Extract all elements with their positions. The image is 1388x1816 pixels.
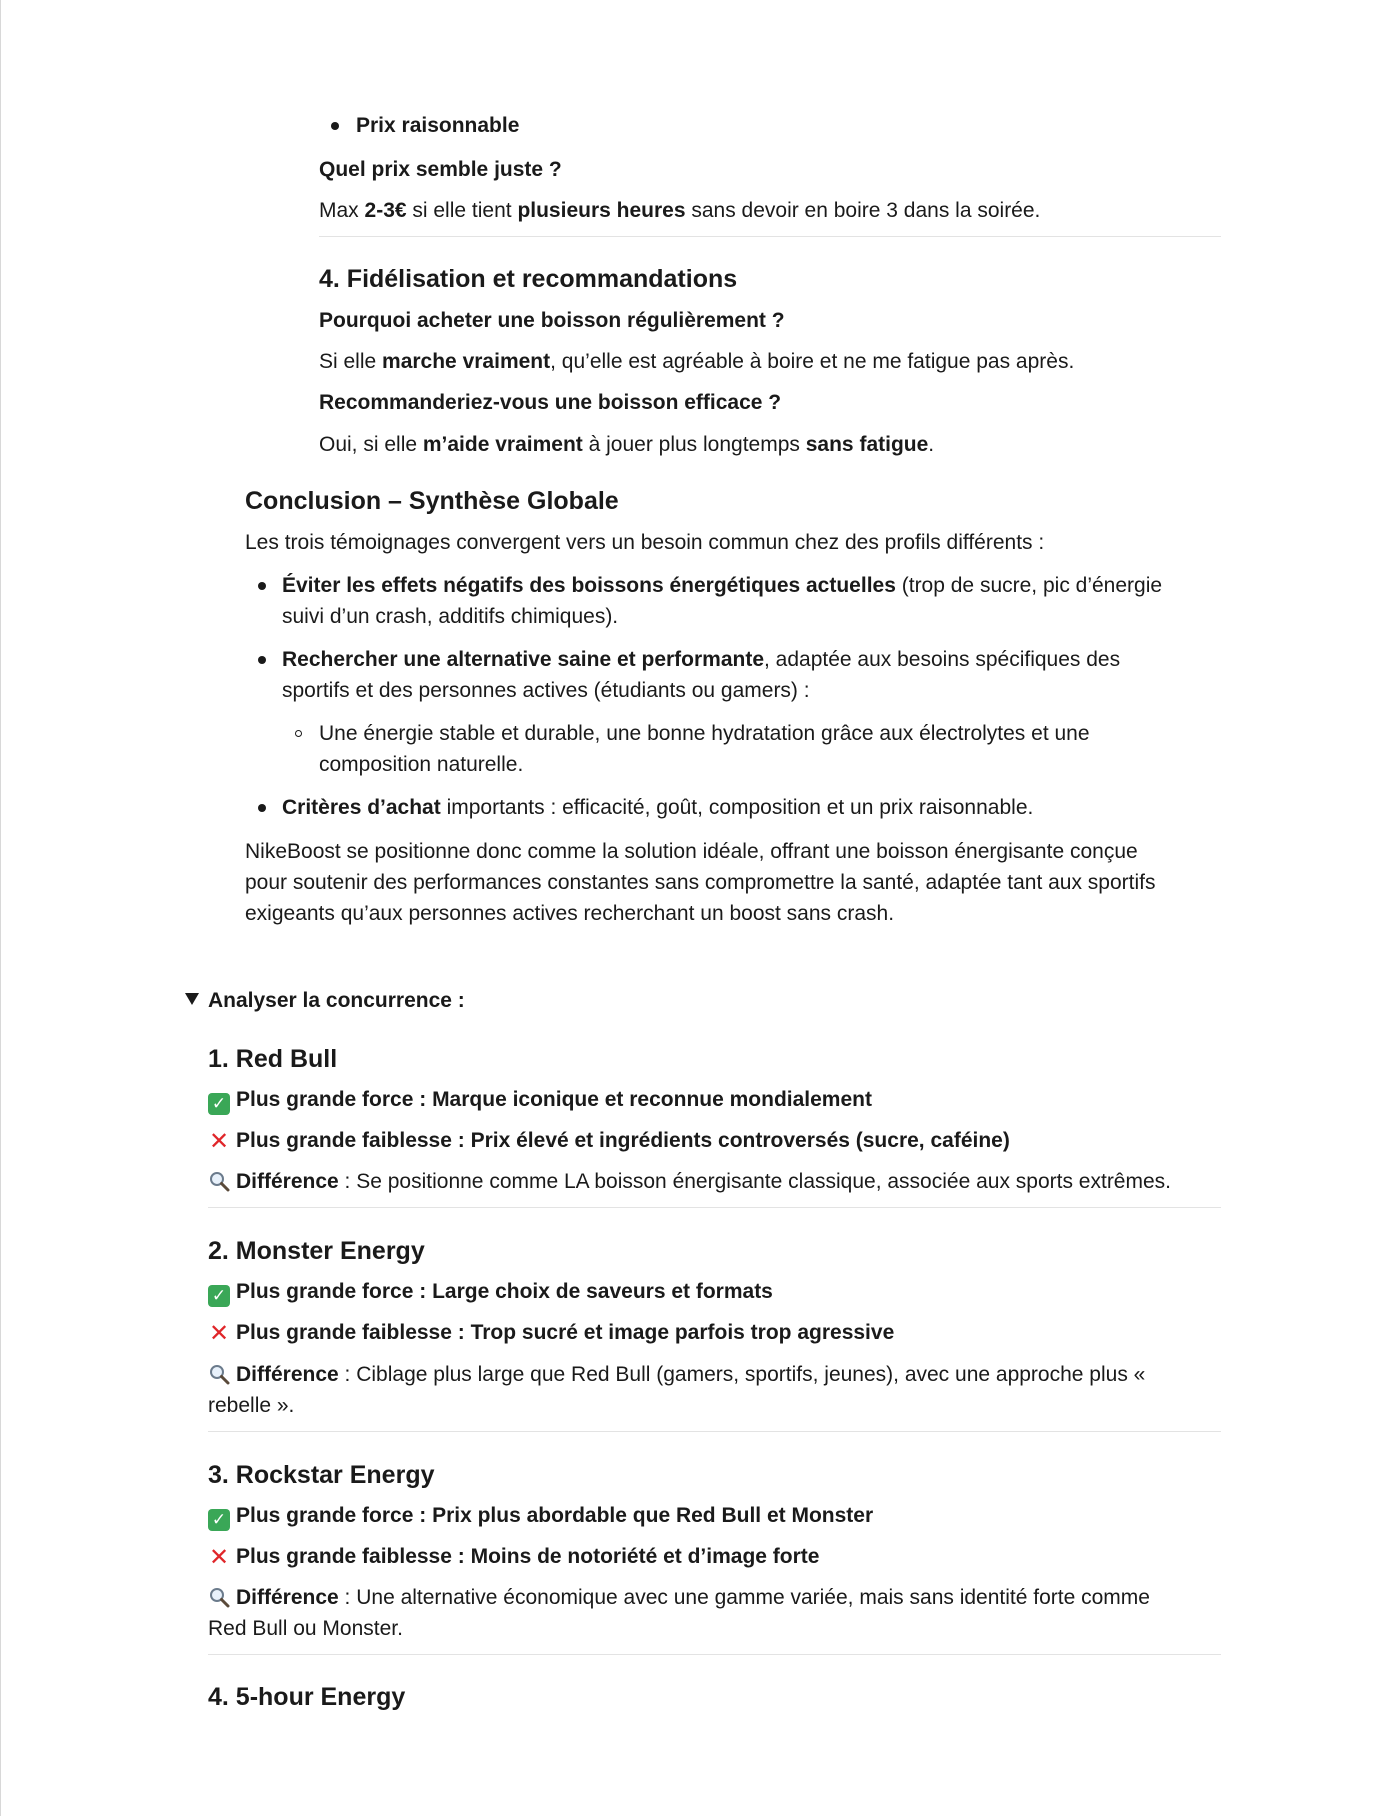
question-regulierement: Pourquoi acheter une boisson régulièrement ? [319,309,785,332]
conclusion-item-2-line1: Rechercher une alternative saine et performante, adaptée aux besoins spécifiques des [282,648,1121,671]
conclusion-closing-line3: exigeants qu’aux personnes actives recherchant un boost sans crash. [245,902,895,925]
competitor-faiblesse: ✕ Plus grande faiblesse : Prix élevé et ingrédients controversés (sucre, caféine) [208,1128,1010,1155]
competitor-heading-5-hour: 4. 5-hour Energy [208,1683,406,1711]
heading-fidelisation: 4. Fidélisation et recommandations [319,265,738,293]
competitor-heading-rockstar: 3. Rockstar Energy [208,1461,435,1489]
answer-regulierement: Si elle marche vraiment, qu’elle est agréable à boire et ne me fatigue pas après. [319,350,1075,373]
sub-bullet-circle [295,730,302,737]
conclusion-item-1-line2: suivi d’un crash, additifs chimiques). [282,605,619,628]
competitor-difference-line2: Red Bull ou Monster. [208,1617,403,1640]
check-mark-icon: ✓ [208,1509,230,1531]
divider [208,1431,1221,1432]
divider [319,236,1221,237]
conclusion-closing-line1: NikeBoost se positionne donc comme la solution idéale, offrant une boisson énergisante conçue [245,840,1138,863]
competitor-heading-red-bull: 1. Red Bull [208,1045,338,1073]
bullet-prix-raisonnable: Prix raisonnable [356,114,520,137]
magnifying-glass-icon [208,1586,230,1608]
competitor-faiblesse: ✕ Plus grande faiblesse : Moins de notoriété et d’image forte [208,1544,820,1571]
check-mark-icon: ✓ [208,1285,230,1307]
competitor-difference: Différence : Se positionne comme LA boisson énergisante classique, associée aux sports extrêmes. [208,1166,1171,1197]
conclusion-item-3: Critères d’achat importants : efficacité, goût, composition et un prix raisonnable. [282,796,1034,819]
check-mark-icon: ✓ [208,1093,230,1115]
competitor-force: ✓ Plus grande force : Large choix de saveurs et formats [208,1276,773,1307]
bullet-dot [258,582,266,590]
conclusion-intro: Les trois témoignages convergent vers un besoin commun chez des profils différents : [245,531,1045,554]
question-prix: Quel prix semble juste ? [319,158,562,181]
cross-mark-icon: ✕ [208,1128,230,1155]
answer-recommanderiez: Oui, si elle m’aide vraiment à jouer plus longtemps sans fatigue. [319,433,935,456]
competitor-force: ✓ Plus grande force : Prix plus abordable que Red Bull et Monster [208,1500,873,1531]
cross-mark-icon: ✕ [208,1320,230,1347]
question-recommanderiez: Recommanderiez-vous une boisson efficace ? [319,391,782,414]
conclusion-item-2-line2: sportifs et des personnes actives (étudiants ou gamers) : [282,679,810,702]
heading-conclusion: Conclusion – Synthèse Globale [245,487,619,515]
competitor-heading-monster: 2. Monster Energy [208,1237,425,1265]
toggle-analyser-concurrence[interactable]: Analyser la concurrence : [185,985,465,1016]
bullet-dot [258,804,266,812]
bullet-dot [258,656,266,664]
document-page [1,0,1388,1816]
cross-mark-icon: ✕ [208,1544,230,1571]
conclusion-item-1-line1: Éviter les effets négatifs des boissons énergétiques actuelles (trop de sucre, pic d’énergie [282,574,1163,597]
triangle-down-icon [185,993,199,1005]
conclusion-closing-line2: pour soutenir des performances constantes sans compromettre la santé, adaptée tant aux sportifs [245,871,1156,894]
answer-prix: Max 2-3€ si elle tient plusieurs heures sans devoir en boire 3 dans la soirée. [319,199,1041,222]
conclusion-subitem-line2: composition naturelle. [319,753,524,776]
magnifying-glass-icon [208,1363,230,1385]
competitor-difference: Différence : Une alternative économique avec une gamme variée, mais sans identité forte comme [208,1582,1150,1613]
competitor-force: ✓ Plus grande force : Marque iconique et reconnue mondialement [208,1084,872,1115]
competitor-difference-line2: rebelle ». [208,1394,295,1417]
divider [208,1654,1221,1655]
bullet-dot [331,122,339,130]
conclusion-subitem-line1: Une énergie stable et durable, une bonne hydratation grâce aux électrolytes et une [319,722,1090,745]
competitor-difference: Différence : Ciblage plus large que Red Bull (gamers, sportifs, jeunes), avec une approche plus « [208,1359,1145,1390]
divider [208,1207,1221,1208]
competitor-faiblesse: ✕ Plus grande faiblesse : Trop sucré et image parfois trop agressive [208,1320,895,1347]
magnifying-glass-icon [208,1170,230,1192]
